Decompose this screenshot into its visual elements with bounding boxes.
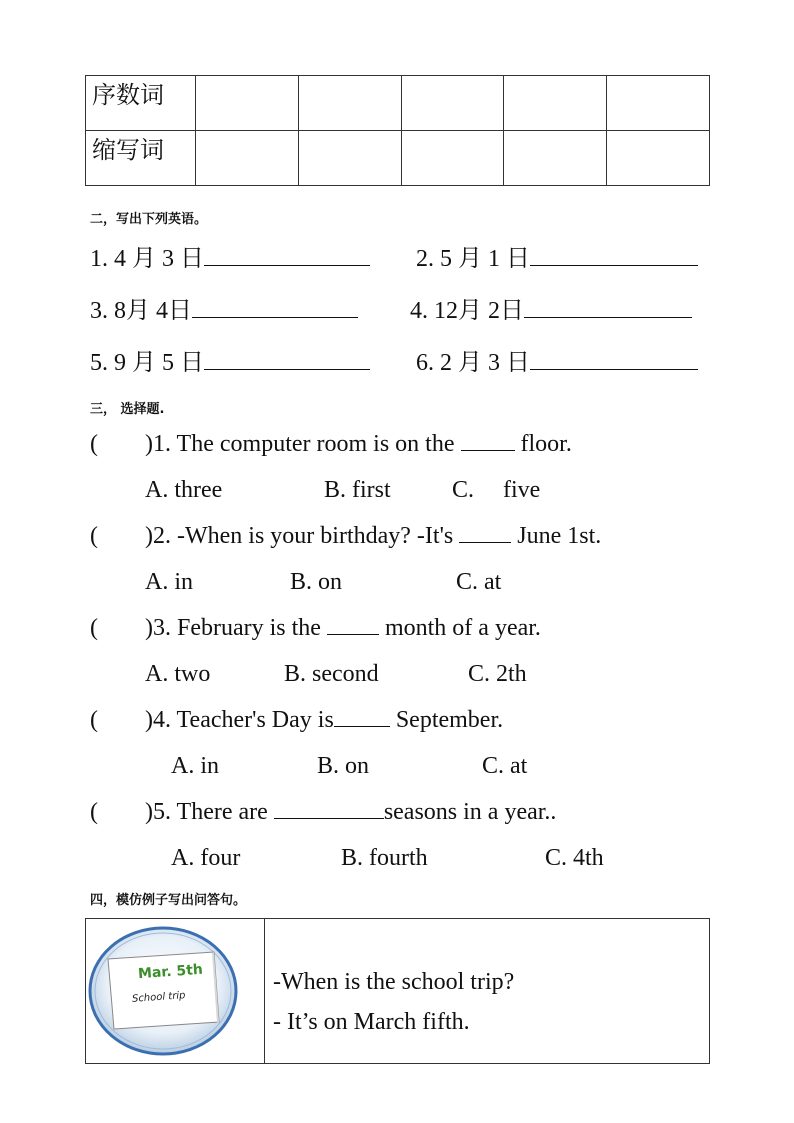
note-event: School trip <box>131 990 186 1005</box>
question-text: )4. Teacher's Day is <box>145 707 334 733</box>
answer-cell[interactable] <box>607 76 710 131</box>
ordinal-row <box>86 76 710 131</box>
fill-blank <box>327 614 379 635</box>
date-label: 6. 2 月 3 日 <box>416 350 530 376</box>
answer-blank[interactable] <box>204 245 370 266</box>
section-4-heading: 四，模仿例子写出问答句。 <box>90 893 247 908</box>
answer-paren[interactable]: ( <box>90 799 98 825</box>
ordinal-table <box>85 75 710 186</box>
date-label: 2. 5 月 1 日 <box>416 246 530 272</box>
option-a[interactable]: A. four <box>171 845 241 871</box>
question-2 <box>90 521 601 551</box>
option-c-text: five <box>503 477 541 503</box>
answer-paren[interactable]: ( <box>90 523 98 549</box>
answer-blank[interactable] <box>530 349 698 370</box>
option-c[interactable]: C. 2th <box>468 661 527 687</box>
example-answer: - It’s on March fifth. <box>273 1009 470 1035</box>
fill-blank <box>334 706 390 727</box>
example-table <box>85 918 710 1064</box>
fill-blank <box>459 522 511 543</box>
question-text: )5. There are <box>145 799 268 825</box>
answer-cell[interactable] <box>298 76 401 131</box>
abbreviation-row <box>86 131 710 186</box>
answer-cell[interactable] <box>401 131 504 186</box>
option-a[interactable]: A. in <box>145 569 193 595</box>
option-b[interactable]: B. on <box>317 753 370 779</box>
question-text: )2. -When is your birthday? -It's <box>145 523 454 549</box>
question-4 <box>90 705 503 735</box>
question-1 <box>90 429 572 459</box>
option-b[interactable]: B. first <box>324 477 391 503</box>
option-c[interactable]: C. 4th <box>545 845 604 871</box>
question-text-after: September. <box>395 707 504 733</box>
answer-blank[interactable] <box>524 297 692 318</box>
question-text-after: month of a year. <box>384 615 541 641</box>
answer-cell[interactable] <box>607 131 710 186</box>
option-a[interactable]: A. three <box>145 477 223 503</box>
date-label: 5. 9 月 5 日 <box>90 350 204 376</box>
answer-cell[interactable] <box>196 76 299 131</box>
option-c[interactable]: C. at <box>482 753 528 779</box>
answer-cell[interactable] <box>298 131 401 186</box>
option-c[interactable]: C. <box>452 477 475 503</box>
answer-cell[interactable] <box>504 131 607 186</box>
option-b[interactable]: B. fourth <box>341 845 428 871</box>
section-2-heading: 二，写出下列英语。 <box>90 212 208 227</box>
question-text-after: floor. <box>520 431 572 457</box>
example-image-cell <box>86 919 265 1064</box>
example-question: -When is the school trip? <box>273 969 515 995</box>
date-item <box>90 244 370 274</box>
fill-blank <box>461 430 515 451</box>
question-text-after: June 1st. <box>517 523 602 549</box>
note-date: Mar. 5th <box>137 961 204 983</box>
date-label: 3. 8月 4日 <box>90 298 192 324</box>
question-5 <box>90 797 556 827</box>
date-item <box>90 296 358 326</box>
question-text: )3. February is the <box>145 615 321 641</box>
date-item <box>416 348 698 378</box>
answer-paren[interactable]: ( <box>90 431 98 457</box>
date-item <box>416 244 698 274</box>
section-3-heading: 三， 选择题. <box>90 402 165 417</box>
question-text: )1. The computer room is on the <box>145 431 455 457</box>
option-b[interactable]: B. second <box>284 661 379 687</box>
answer-blank[interactable] <box>204 349 370 370</box>
answer-paren[interactable]: ( <box>90 707 98 733</box>
answer-paren[interactable]: ( <box>90 615 98 641</box>
row-label-abbreviation: 缩写词 <box>86 131 196 186</box>
question-3 <box>90 613 541 643</box>
example-text-cell <box>265 919 710 1064</box>
answer-cell[interactable] <box>401 76 504 131</box>
answer-cell[interactable] <box>504 76 607 131</box>
question-text-after: seasons in a year.. <box>383 799 557 825</box>
option-c[interactable]: C. at <box>456 569 502 595</box>
row-label-ordinal: 序数词 <box>86 76 196 131</box>
option-a[interactable]: A. two <box>145 661 211 687</box>
option-b[interactable]: B. on <box>290 569 343 595</box>
date-label: 4. 12月 2日 <box>410 298 524 324</box>
date-item <box>90 348 370 378</box>
option-a[interactable]: A. in <box>171 753 219 779</box>
date-item <box>410 296 692 326</box>
answer-blank[interactable] <box>192 297 358 318</box>
answer-blank[interactable] <box>530 245 698 266</box>
date-label: 1. 4 月 3 日 <box>90 246 204 272</box>
fill-blank <box>274 798 384 819</box>
answer-cell[interactable] <box>196 131 299 186</box>
